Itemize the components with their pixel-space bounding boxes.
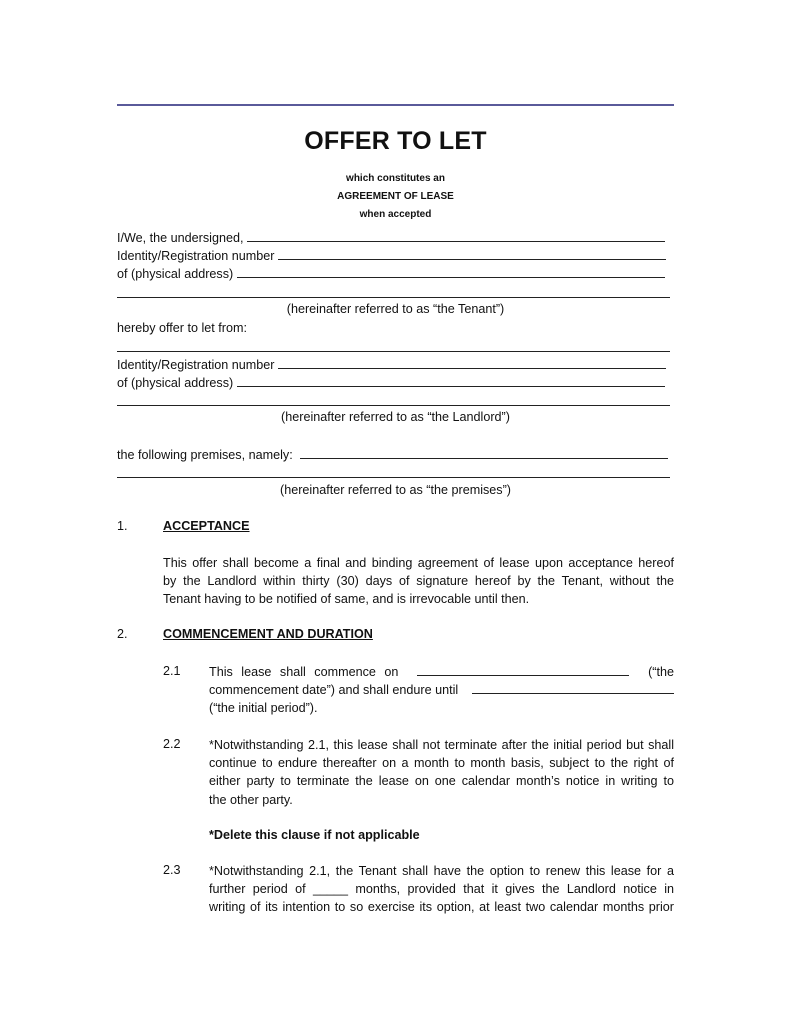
- section-1-line-2: by the Landlord within thirty (30) days of signature hereof by the Tenant, without the: [163, 574, 674, 589]
- clause-2-1-text-a: This lease shall commence on: [209, 665, 399, 679]
- landlord-id-label: Identity/Registration number: [117, 358, 275, 372]
- tenant-name-row: [117, 229, 665, 247]
- tenant-name-field[interactable]: [247, 229, 665, 242]
- landlord-address-row: [117, 374, 665, 392]
- tenant-address-field-2[interactable]: [117, 297, 670, 298]
- premises-field-2[interactable]: [117, 477, 670, 478]
- subtitle-line-2: AGREEMENT OF LEASE: [337, 191, 454, 202]
- clause-2-3-line-1: *Notwithstanding 2.1, the Tenant shall have the option to renew this lease for a: [209, 864, 674, 878]
- clause-2-1-paragraph: [209, 663, 674, 718]
- landlord-address-field-2[interactable]: [117, 405, 670, 406]
- tenant-address-label: of (physical address): [117, 267, 234, 281]
- section-1-paragraph: [163, 554, 674, 609]
- document-title: OFFER TO LET: [304, 127, 487, 155]
- end-date-field[interactable]: [472, 681, 674, 694]
- clause-2-3-line-2: further period of _____ months, provided that it gives the Landlord notice in: [209, 882, 674, 897]
- tenant-name-label: I/We, the undersigned,: [117, 231, 244, 245]
- clause-2-1-line-1: [209, 663, 674, 681]
- header-rule: [117, 104, 674, 106]
- section-2-heading: COMMENCEMENT AND DURATION: [163, 627, 373, 641]
- clause-2-3-paragraph: [209, 862, 674, 917]
- premises-label: the following premises, namely:: [117, 448, 293, 462]
- tenant-id-field[interactable]: [278, 247, 666, 260]
- tenant-reference: (hereinafter referred to as “the Tenant”): [286, 302, 505, 316]
- subtitle-line-1: which constitutes an: [346, 173, 445, 184]
- commencement-date-field[interactable]: [417, 663, 629, 676]
- tenant-id-row: [117, 247, 666, 265]
- clause-2-3-line-3: writing of its intention to so exercise its option, at least two calendar months prior: [209, 900, 674, 915]
- landlord-address-field[interactable]: [237, 374, 665, 387]
- tenant-address-field[interactable]: [237, 265, 665, 278]
- tenant-id-label: Identity/Registration number: [117, 249, 275, 263]
- landlord-id-row: [117, 356, 666, 374]
- clause-2-2-line-1: *Notwithstanding 2.1, this lease shall not terminate after the initial period but shall: [209, 738, 674, 752]
- section-1-line-3: Tenant having to be notified of same, and is irrevocable until then.: [163, 592, 530, 607]
- landlord-id-field[interactable]: [278, 356, 666, 369]
- clause-2-1-line-3: (“the initial period”).: [209, 701, 318, 716]
- premises-row: [117, 446, 668, 464]
- clause-2-1-number: 2.1: [163, 664, 181, 678]
- clause-2-2-paragraph: [209, 736, 674, 809]
- premises-reference: (hereinafter referred to as “the premises”): [280, 483, 511, 497]
- landlord-reference: (hereinafter referred to as “the Landlord”): [281, 410, 510, 424]
- section-2-number: 2.: [117, 627, 128, 641]
- clause-2-1-line-2: [209, 681, 674, 699]
- delete-clause-note: *Delete this clause if not applicable: [209, 828, 420, 842]
- section-1-number: 1.: [117, 519, 128, 533]
- clause-2-1-text-c: commencement date”) and shall endure until: [209, 683, 459, 698]
- section-1-heading: ACCEPTANCE: [163, 519, 250, 533]
- clause-2-3-number: 2.3: [163, 863, 181, 877]
- clause-2-2-number: 2.2: [163, 737, 181, 751]
- clause-2-2-line-3: either party to terminate the lease on one calendar month’s notice in writing to: [209, 774, 674, 789]
- section-1-line-1: This offer shall become a final and binding agreement of lease upon acceptance hereof: [163, 556, 674, 570]
- clause-2-1-text-b: (“the: [648, 665, 674, 679]
- landlord-name-field[interactable]: [117, 351, 670, 352]
- landlord-address-label: of (physical address): [117, 376, 234, 390]
- offer-text: hereby offer to let from:: [117, 321, 247, 335]
- subtitle-line-3: when accepted: [359, 209, 432, 220]
- premises-field[interactable]: [300, 446, 668, 459]
- tenant-address-row: [117, 265, 665, 283]
- clause-2-2-line-2: continue to endure thereafter on a month to month basis, subject to the right of: [209, 756, 674, 771]
- clause-2-2-line-4: the other party.: [209, 792, 293, 807]
